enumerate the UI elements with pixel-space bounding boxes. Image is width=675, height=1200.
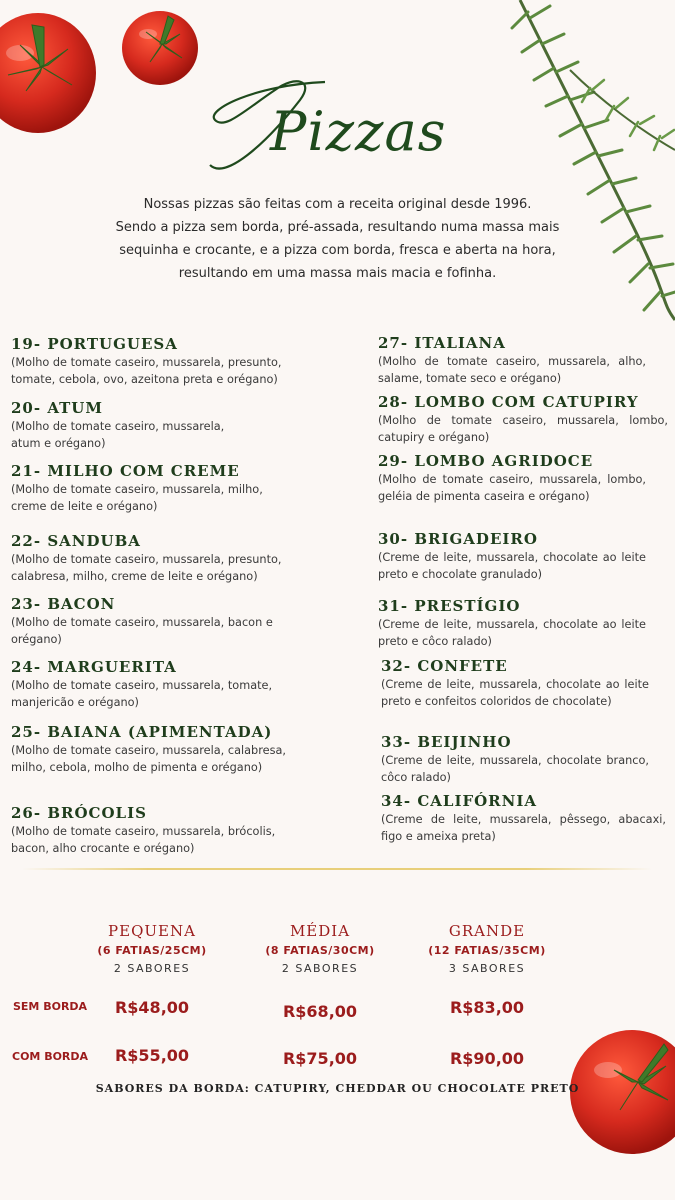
menu-item: [381, 733, 649, 786]
menu-item-name: 32- CONFETE: [381, 657, 508, 675]
menu-item-desc: (Molho de tomate caseiro, mussarela, brócolis, bacon, alho crocante e orégano): [11, 825, 276, 855]
menu-item-desc: (Molho de tomate caseiro, mussarela, bacon e orégano): [11, 616, 273, 646]
menu-item-desc: (Molho de tomate caseiro, mussarela, calabresa, milho, cebola, molho de pimenta e orégano): [11, 744, 286, 774]
intro-line: sequinha e crocante, e a pizza com borda, fresca e aberta na hora,: [119, 243, 556, 258]
menu-item: [378, 530, 646, 583]
size-grande: [417, 922, 557, 975]
row-label-com-borda: COM BORDA: [12, 1050, 89, 1063]
menu-item: [378, 597, 646, 650]
size-name: MÉDIA: [289, 922, 351, 940]
size-pequena: [82, 922, 222, 975]
menu-item: [378, 334, 646, 387]
menu-item-desc: (Creme de leite, mussarela, pêssego, abacaxi, figo e ameixa preta): [381, 813, 666, 843]
size-flavors: 2 SABORES: [113, 962, 191, 975]
menu-item-name: 27- ITALIANA: [378, 334, 506, 352]
menu-item-name: 30- BRIGADEIRO: [378, 530, 538, 548]
size-slices: (8 FATIAS/30CM): [265, 944, 375, 957]
menu-item: [11, 804, 311, 857]
menu-item-name: 28- LOMBO COM CATUPIRY: [378, 393, 639, 411]
menu-item-name: 19- PORTUGUESA: [11, 335, 178, 353]
size-name: GRANDE: [448, 922, 526, 940]
menu-item: [11, 399, 251, 452]
menu-item-desc: (Molho de tomate caseiro, mussarela, lombo, geléia de pimenta caseira e orégano): [378, 473, 646, 503]
tomato-icon: [568, 1030, 675, 1160]
menu-item-name: 34- CALIFÓRNIA: [381, 792, 538, 810]
price-sem-borda-grande: R$83,00: [449, 998, 525, 1017]
menu-item-name: 31- PRESTÍGIO: [378, 597, 521, 615]
menu-item: [378, 452, 646, 505]
menu-item-desc: (Molho de tomate caseiro, mussarela, atum e orégano): [11, 420, 225, 450]
menu-item: [11, 532, 311, 585]
menu-item: [11, 723, 301, 776]
size-name: PEQUENA: [108, 922, 196, 940]
menu-item: [381, 792, 666, 845]
menu-item: [11, 658, 301, 711]
menu-item: [381, 657, 649, 710]
intro-line: Sendo a pizza sem borda, pré-assada, resultando numa massa mais: [115, 220, 560, 235]
size-media: [250, 922, 390, 975]
menu-item-name: 20- ATUM: [11, 399, 103, 417]
menu-item-name: 25- BAIANA (APIMENTADA): [11, 723, 273, 741]
price-com-borda-media: R$75,00: [282, 1049, 358, 1068]
menu-item-name: 33- BEIJINHO: [381, 733, 512, 751]
size-slices: (6 FATIAS/25CM): [97, 944, 207, 957]
menu-item: [378, 393, 668, 446]
menu-item: [11, 462, 291, 515]
menu-item-name: 22- SANDUBA: [11, 532, 141, 550]
gold-divider: [22, 868, 652, 870]
intro-line: resultando em uma massa mais macia e fofinha.: [178, 266, 497, 281]
border-flavors-note: SABORES DA BORDA: CATUPIRY, CHEDDAR OU CHOCOLATE PRETO: [95, 1082, 580, 1095]
menu-item-name: 24- MARGUERITA: [11, 658, 177, 676]
menu-item-desc: (Creme de leite, mussarela, chocolate ao leite preto e côco ralado): [378, 618, 646, 648]
menu-item-desc: (Molho de tomate caseiro, mussarela, milho, creme de leite e orégano): [11, 483, 263, 513]
price-sem-borda-pequena: R$48,00: [114, 998, 190, 1017]
menu-item-name: 26- BRÓCOLIS: [11, 804, 147, 822]
menu-item-name: 21- MILHO COM CREME: [11, 462, 240, 480]
menu-item-name: 29- LOMBO AGRIDOCE: [378, 452, 594, 470]
size-flavors: 2 SABORES: [281, 962, 359, 975]
tomato-icon: [120, 8, 202, 88]
menu-item-desc: (Molho de tomate caseiro, mussarela, tomate, manjericão e orégano): [11, 679, 273, 709]
menu-item-name: 23- BACON: [11, 595, 116, 613]
intro-line: Nossas pizzas são feitas com a receita original desde 1996.: [143, 197, 532, 212]
price-com-borda-grande: R$90,00: [449, 1049, 525, 1068]
menu-item: [11, 335, 311, 388]
intro-text: [95, 193, 580, 285]
tomato-icon: [0, 5, 100, 135]
page-title: Pizzas: [270, 100, 447, 163]
size-slices: (12 FATIAS/35CM): [428, 944, 546, 957]
menu-item-desc: (Creme de leite, mussarela, chocolate branco, côco ralado): [381, 754, 649, 784]
menu-item-desc: (Creme de leite, mussarela, chocolate ao leite preto e chocolate granulado): [378, 551, 646, 581]
menu-item: [11, 595, 301, 648]
menu-item-desc: (Creme de leite, mussarela, chocolate ao leite preto e confeitos coloridos de chocolate): [381, 678, 649, 708]
menu-item-desc: (Molho de tomate caseiro, mussarela, presunto, calabresa, milho, creme de leite e orégano): [11, 553, 282, 583]
price-com-borda-pequena: R$55,00: [114, 1046, 190, 1065]
size-flavors: 3 SABORES: [448, 962, 526, 975]
row-label-sem-borda: SEM BORDA: [13, 1000, 88, 1013]
menu-item-desc: (Molho de tomate caseiro, mussarela, alho, salame, tomate seco e orégano): [378, 355, 646, 385]
price-sem-borda-media: R$68,00: [282, 1002, 358, 1021]
menu-item-desc: (Molho de tomate caseiro, mussarela, presunto, tomate, cebola, ovo, azeitona preta e orégano): [11, 356, 282, 386]
menu-item-desc: (Molho de tomate caseiro, mussarela, lombo, catupiry e orégano): [378, 414, 668, 444]
